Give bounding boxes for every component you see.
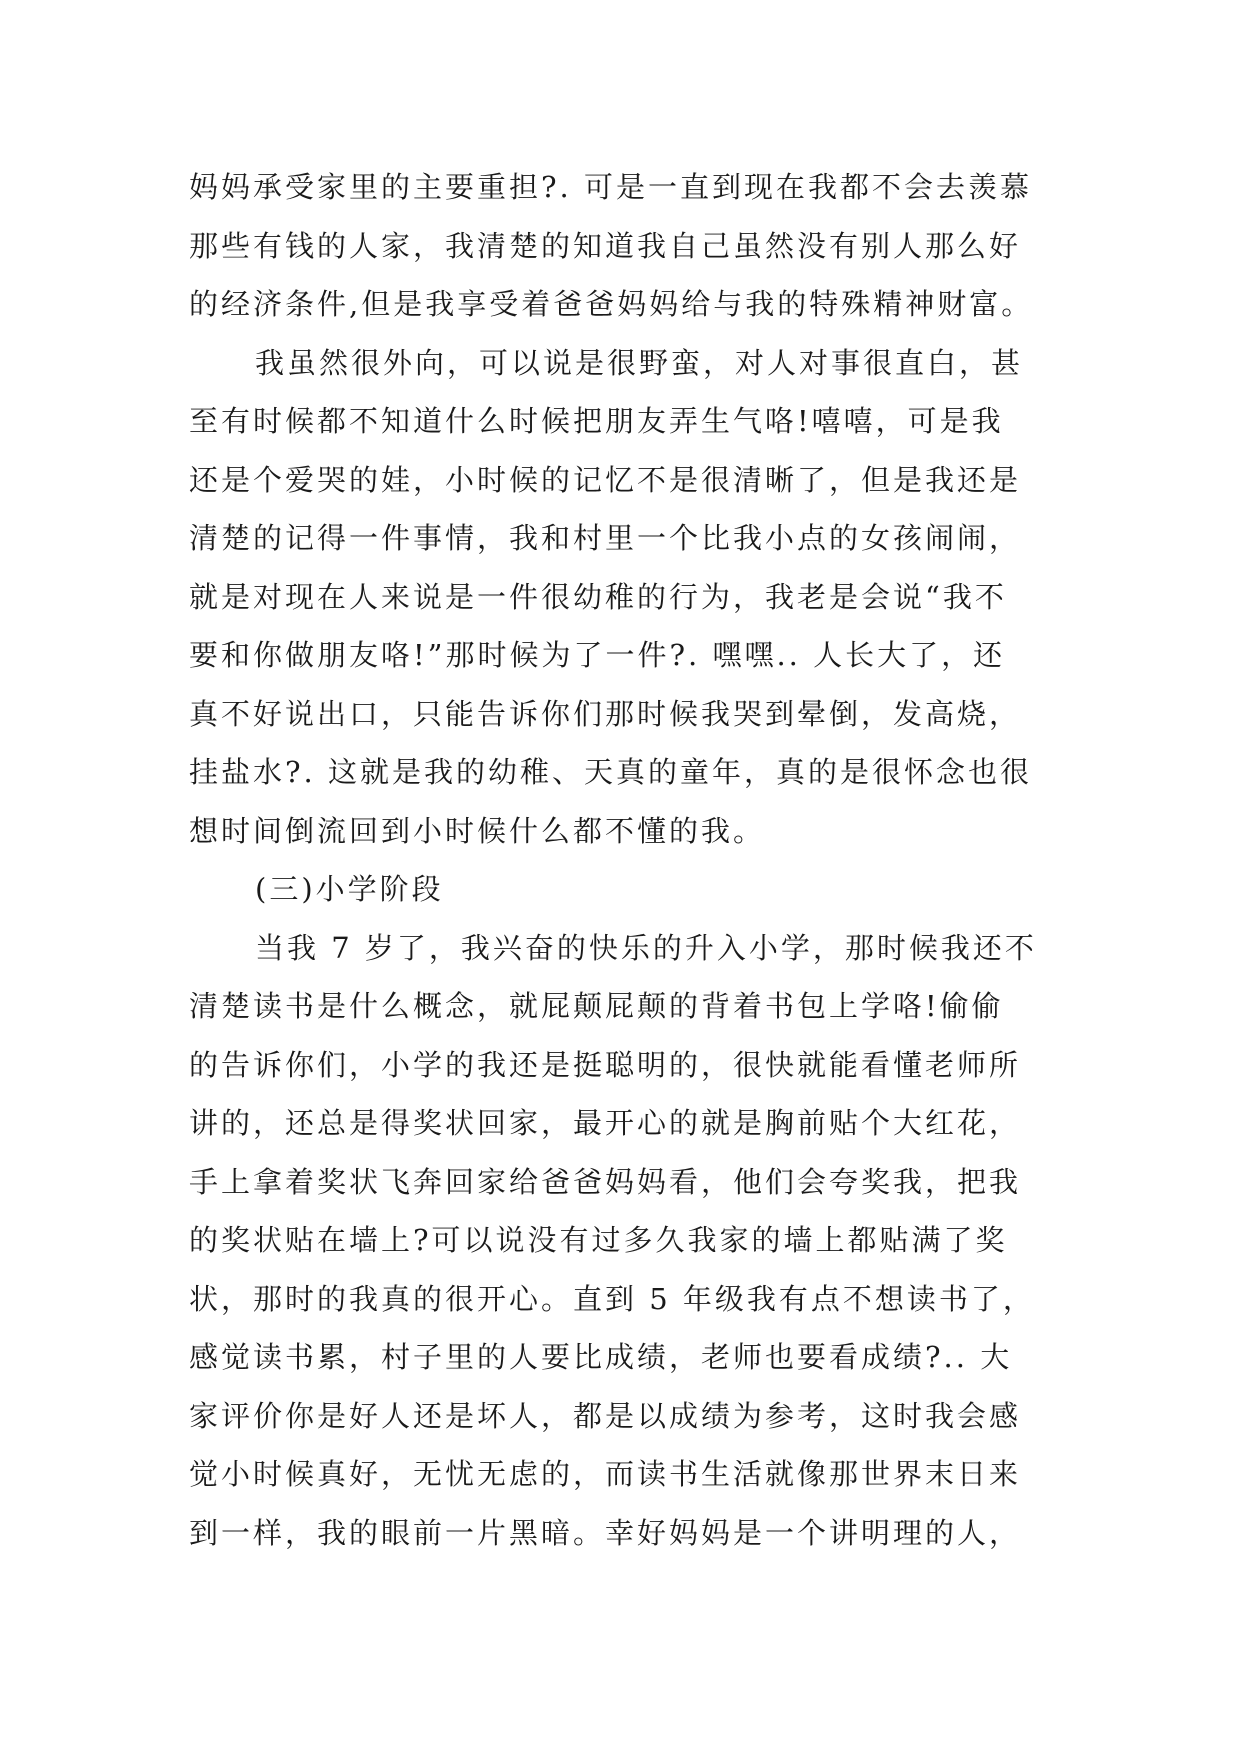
text-line: 还是个爱哭的娃，小时候的记忆不是很清晰了，但是我还是 — [189, 462, 1022, 497]
text-line: 家评价你是好人还是坏人，都是以成绩为参考，这时我会感 — [189, 1398, 1022, 1433]
text-line: 讲的，还总是得奖状回家，最开心的就是胸前贴个大红花， — [189, 1106, 1022, 1140]
body-text — [189, 158, 1069, 1562]
text-line: 就是对现在人来说是一件很幼稚的行为，我老是会说“我不 — [189, 579, 1007, 614]
text-line: 想时间倒流回到小时候什么都不懂的我。 — [189, 813, 766, 848]
text-line: (三)小学阶段 — [255, 872, 444, 906]
text-line: 清楚的记得一件事情，我和村里一个比我小点的女孩闹闹， — [189, 521, 1022, 555]
text-line: 清楚读书是什么概念，就屁颠屁颠的背着书包上学咯!偷偷 — [189, 989, 1004, 1023]
text-line: 我虽然很外向，可以说是很野蛮，对人对事很直白，甚 — [255, 345, 1024, 380]
text-line: 那些有钱的人家，我清楚的知道我自己虽然没有别人那么好 — [189, 228, 1022, 263]
text-line: 挂盐水?. 这就是我的幼稚、天真的童年，真的是很怀念也很 — [189, 755, 1032, 789]
text-line: 到一样，我的眼前一片黑暗。幸好妈妈是一个讲明理的人， — [189, 1515, 1022, 1550]
text-line: 状，那时的我真的很开心。直到 5 年级我有点不想读书了， — [189, 1281, 1035, 1316]
text-line: 感觉读书累，村子里的人要比成绩，老师也要看成绩?.. 大 — [189, 1340, 1013, 1374]
text-line: 觉小时候真好，无忧无虑的，而读书生活就像那世界末日来 — [189, 1457, 1022, 1491]
text-line: 的经济条件,但是我享受着爸爸妈妈给与我的特殊精神财富。 — [189, 287, 1034, 321]
text-line: 当我 7 岁了，我兴奋的快乐的升入小学，那时候我还不 — [255, 930, 1037, 965]
text-line: 真不好说出口，只能告诉你们那时候我哭到晕倒，发高烧， — [189, 696, 1022, 731]
text-line: 的奖状贴在墙上?可以说没有过多久我家的墙上都贴满了奖 — [189, 1223, 1008, 1257]
text-line: 至有时候都不知道什么时候把朋友弄生气咯!嘻嘻，可是我 — [189, 404, 1004, 438]
text-line: 要和你做朋友咯!”那时候为了一件?. 嘿嘿.. 人长大了，还 — [189, 638, 1006, 672]
text-line: 手上拿着奖状飞奔回家给爸爸妈妈看，他们会夸奖我，把我 — [189, 1164, 1022, 1199]
text-line: 的告诉你们，小学的我还是挺聪明的，很快就能看懂老师所 — [189, 1047, 1022, 1082]
text-line: 妈妈承受家里的主要重担?. 可是一直到现在我都不会去羡慕 — [189, 170, 1032, 204]
